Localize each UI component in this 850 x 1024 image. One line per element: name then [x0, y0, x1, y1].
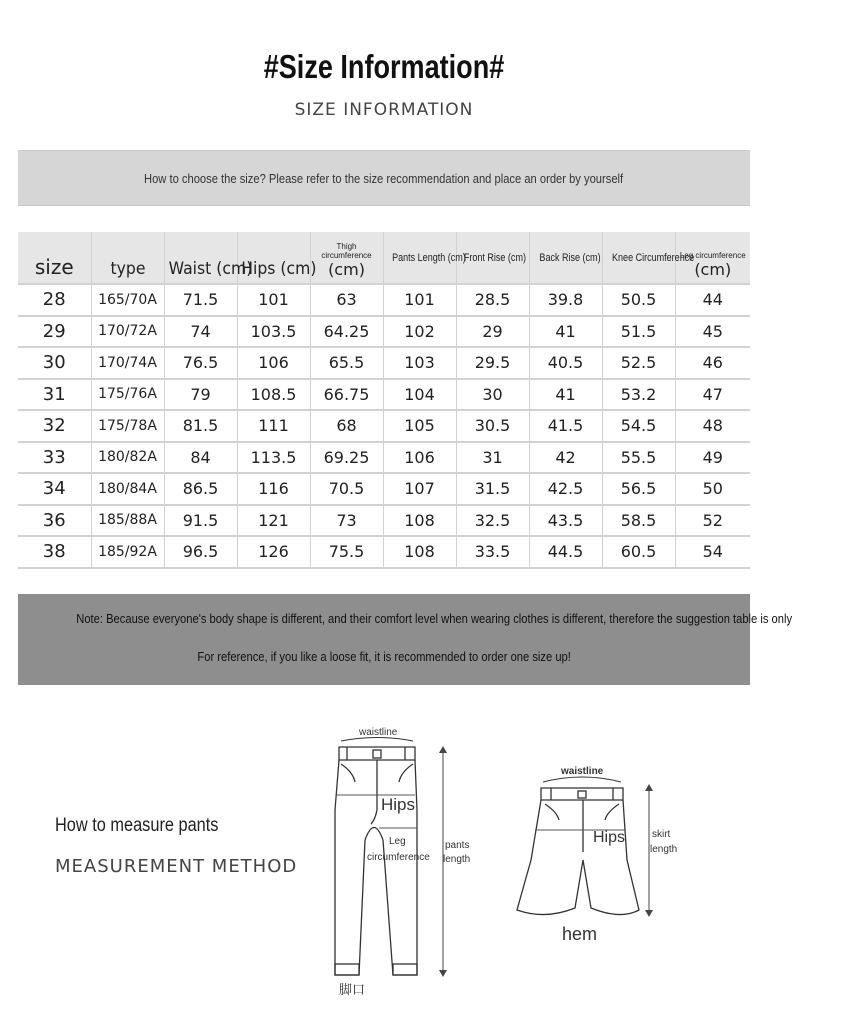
table-cell: 66.75	[310, 379, 383, 411]
table-cell: 56.5	[602, 473, 675, 505]
header-size: size	[18, 232, 91, 284]
table-row	[18, 536, 750, 568]
table-cell: 180/82A	[91, 442, 164, 474]
table-cell: 53.2	[602, 379, 675, 411]
shorts-hips-label: Hips	[593, 829, 626, 846]
shorts-length-label-1: skirt	[652, 829, 671, 840]
header-front-rise: Front Rise (cm)	[456, 232, 529, 284]
table-cell: 101	[383, 284, 456, 316]
table-cell: 43.5	[529, 505, 602, 537]
table-row	[18, 284, 750, 316]
header-back-rise: Back Rise (cm)	[529, 232, 602, 284]
pants-waistline-label: waistline	[359, 727, 398, 738]
pants-leg-label-2: circumference	[367, 852, 430, 863]
table-cell: 29.5	[456, 347, 529, 379]
header-knee: Knee Circumference	[602, 232, 675, 284]
pants-leg-label-1: Leg	[389, 836, 406, 847]
table-cell: 91.5	[164, 505, 237, 537]
table-cell: 52	[675, 505, 750, 537]
table-cell: 31	[18, 379, 91, 411]
table-cell: 86.5	[164, 473, 237, 505]
table-cell: 70.5	[310, 473, 383, 505]
table-cell: 55.5	[602, 442, 675, 474]
table-cell: 106	[237, 347, 310, 379]
table-cell: 33.5	[456, 536, 529, 568]
header-leg: Leg circumference (cm)	[675, 232, 750, 284]
table-cell: 51.5	[602, 316, 675, 348]
table-cell: 41	[529, 379, 602, 411]
table-cell: 54.5	[602, 410, 675, 442]
table-cell: 108.5	[237, 379, 310, 411]
table-cell: 81.5	[164, 410, 237, 442]
table-cell: 104	[383, 379, 456, 411]
table-cell: 28.5	[456, 284, 529, 316]
table-row	[18, 505, 750, 537]
shorts-diagram	[505, 760, 690, 950]
table-cell: 32	[18, 410, 91, 442]
pants-hips-label: Hips	[381, 795, 416, 814]
table-cell: 108	[383, 505, 456, 537]
table-cell: 105	[383, 410, 456, 442]
measure-title: How to measure pants	[55, 815, 219, 836]
table-header-row	[18, 232, 750, 284]
measure-subtitle: MEASUREMENT METHOD	[55, 856, 298, 877]
table-cell: 44	[675, 284, 750, 316]
table-cell: 33	[18, 442, 91, 474]
table-row	[18, 442, 750, 474]
table-cell: 34	[18, 473, 91, 505]
table-cell: 84	[164, 442, 237, 474]
pants-length-label-1: pants	[445, 840, 470, 851]
table-cell: 76.5	[164, 347, 237, 379]
table-cell: 60.5	[602, 536, 675, 568]
table-cell: 75.5	[310, 536, 383, 568]
pants-length-label-2: length	[443, 854, 471, 865]
banner-text: How to choose the size? Please refer to the size recommendation and place an order by yourself	[144, 170, 624, 186]
note-line-1: Note: Because everyone's body shape is different, and their comfort level when wearing clothes is different, therefore the suggestion table is only	[76, 611, 793, 626]
table-cell: 54	[675, 536, 750, 568]
table-cell: 42.5	[529, 473, 602, 505]
table-cell: 65.5	[310, 347, 383, 379]
table-cell: 79	[164, 379, 237, 411]
header-hips: Hips (cm)	[237, 232, 310, 284]
size-guide-banner	[18, 150, 750, 206]
table-row	[18, 316, 750, 348]
table-row	[18, 347, 750, 379]
table-cell: 180/84A	[91, 473, 164, 505]
table-cell: 48	[675, 410, 750, 442]
table-cell: 50	[675, 473, 750, 505]
table-cell: 49	[675, 442, 750, 474]
size-table	[18, 232, 750, 569]
header-pants-length: Pants Length (cm)	[383, 232, 456, 284]
header-type: type	[91, 232, 164, 284]
table-cell: 46	[675, 347, 750, 379]
table-cell: 52.5	[602, 347, 675, 379]
table-cell: 108	[383, 536, 456, 568]
page-subtitle: SIZE INFORMATION	[294, 100, 474, 120]
table-cell: 111	[237, 410, 310, 442]
table-cell: 42	[529, 442, 602, 474]
table-cell: 31	[456, 442, 529, 474]
table-cell: 63	[310, 284, 383, 316]
table-cell: 30	[456, 379, 529, 411]
table-cell: 64.25	[310, 316, 383, 348]
table-cell: 68	[310, 410, 383, 442]
pants-diagram	[325, 720, 475, 1000]
table-cell: 175/76A	[91, 379, 164, 411]
table-cell: 44.5	[529, 536, 602, 568]
note-banner	[18, 594, 793, 685]
table-cell: 47	[675, 379, 750, 411]
table-cell: 30	[18, 347, 91, 379]
table-cell: 31.5	[456, 473, 529, 505]
shorts-waistline-label: waistline	[561, 766, 604, 777]
table-cell: 73	[310, 505, 383, 537]
header-waist: Waist (cm)	[164, 232, 237, 284]
page-title: #Size Information#	[263, 48, 505, 85]
table-cell: 29	[18, 316, 91, 348]
table-cell: 45	[675, 316, 750, 348]
table-cell: 69.25	[310, 442, 383, 474]
table-cell: 126	[237, 536, 310, 568]
table-cell: 29	[456, 316, 529, 348]
table-cell: 38	[18, 536, 91, 568]
table-cell: 71.5	[164, 284, 237, 316]
table-cell: 102	[383, 316, 456, 348]
table-cell: 39.8	[529, 284, 602, 316]
table-cell: 36	[18, 505, 91, 537]
table-cell: 41	[529, 316, 602, 348]
table-cell: 58.5	[602, 505, 675, 537]
table-cell: 170/72A	[91, 316, 164, 348]
table-cell: 40.5	[529, 347, 602, 379]
table-cell: 101	[237, 284, 310, 316]
table-cell: 185/88A	[91, 505, 164, 537]
table-cell: 107	[383, 473, 456, 505]
table-cell: 103.5	[237, 316, 310, 348]
table-row	[18, 473, 750, 505]
header-thigh: Thigh circumference (cm)	[310, 232, 383, 284]
table-cell: 116	[237, 473, 310, 505]
shorts-hem-label: hem	[562, 924, 598, 944]
table-cell: 32.5	[456, 505, 529, 537]
note-line-2: For reference, if you like a loose fit, it is recommended to order one size up!	[197, 649, 571, 664]
table-cell: 185/92A	[91, 536, 164, 568]
table-cell: 28	[18, 284, 91, 316]
table-cell: 41.5	[529, 410, 602, 442]
table-cell: 165/70A	[91, 284, 164, 316]
shorts-length-label-2: length	[650, 844, 678, 855]
table-cell: 175/78A	[91, 410, 164, 442]
table-cell: 113.5	[237, 442, 310, 474]
table-cell: 121	[237, 505, 310, 537]
table-cell: 106	[383, 442, 456, 474]
table-cell: 50.5	[602, 284, 675, 316]
table-cell: 96.5	[164, 536, 237, 568]
table-cell: 170/74A	[91, 347, 164, 379]
table-row	[18, 410, 750, 442]
table-row	[18, 379, 750, 411]
table-cell: 30.5	[456, 410, 529, 442]
table-cell: 103	[383, 347, 456, 379]
table-cell: 74	[164, 316, 237, 348]
pants-hem-label: 脚口	[339, 982, 366, 997]
